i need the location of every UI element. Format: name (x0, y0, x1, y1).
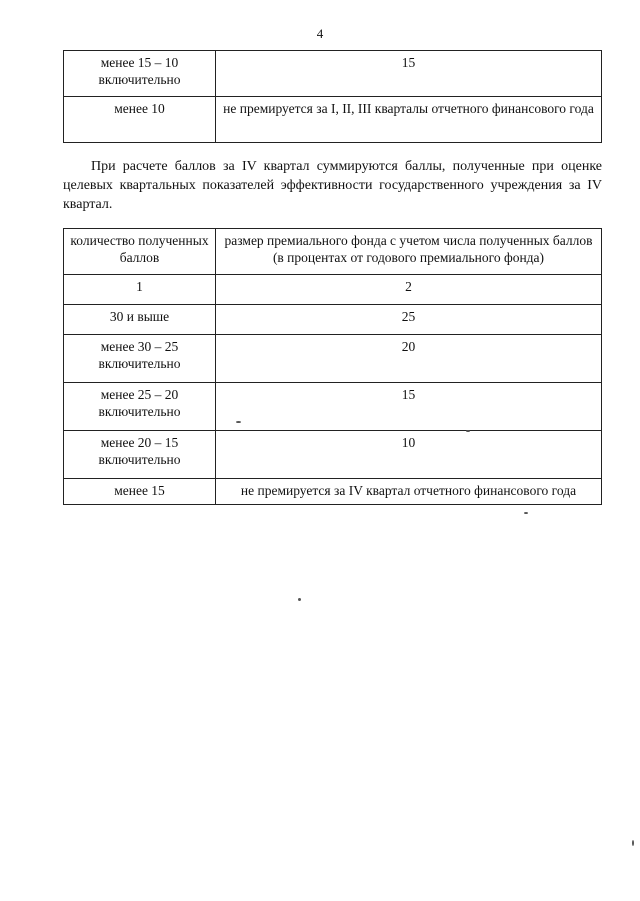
table-row (64, 431, 602, 479)
score-range-cell: менее 15 (64, 479, 216, 505)
score-range-line2: включительно (98, 452, 181, 467)
score-range-line2: включительно (98, 404, 181, 419)
scan-speck (632, 840, 634, 846)
score-range-cell: 30 и выше (64, 305, 216, 335)
scan-speck (466, 430, 470, 432)
score-range-line2: включительно (98, 72, 181, 87)
table-row (64, 383, 602, 431)
score-range-cell (64, 431, 216, 479)
score-range-cell: 1 (64, 275, 216, 305)
table-row (64, 275, 602, 305)
fund-percent-cell: 25 (216, 305, 602, 335)
fund-percent-cell: 10 (216, 431, 602, 479)
fund-percent-cell: 20 (216, 335, 602, 383)
table-row (64, 335, 602, 383)
fund-percent-cell: 15 (216, 383, 602, 431)
table-row (64, 97, 602, 143)
fund-percent-cell: не премируется за IV квартал отчетного финансового года (216, 479, 602, 505)
header-score-count: количество полученных баллов (64, 229, 216, 275)
score-range-line1: менее 15 – 10 (100, 55, 179, 70)
score-range-line1: менее 30 – 25 (100, 339, 179, 354)
scan-speck (298, 598, 301, 601)
header-fund-size: размер премиального фонда с учетом числа полученных баллов (в процентах от годового премиального фонда) (216, 229, 602, 275)
scan-speck (524, 512, 528, 514)
score-range-cell (64, 51, 216, 97)
table-header-row (64, 229, 602, 275)
scan-speck (236, 421, 241, 423)
score-range-line2: включительно (98, 356, 181, 371)
continued-score-table (63, 50, 602, 143)
table-row (64, 51, 602, 97)
fund-percent-cell: 2 (216, 275, 602, 305)
fund-percent-cell: 15 (216, 51, 602, 97)
score-range-line1: менее 20 – 15 (100, 435, 179, 450)
score-range-line1: менее 25 – 20 (100, 387, 179, 402)
table-row (64, 479, 602, 505)
score-range-cell: менее 10 (64, 97, 216, 143)
fund-percent-cell: не премируется за I, II, III кварталы отчетного финансового года (216, 97, 602, 143)
score-range-cell (64, 335, 216, 383)
page-number: 4 (316, 26, 324, 41)
body-paragraph: При расчете баллов за IV квартал суммируются баллы, полученные при оценке целевых квартальных показателей эффективности государственного учреждения за IV квартал. (63, 159, 602, 212)
score-range-cell (64, 383, 216, 431)
q4-score-table (63, 228, 602, 505)
table-row (64, 305, 602, 335)
